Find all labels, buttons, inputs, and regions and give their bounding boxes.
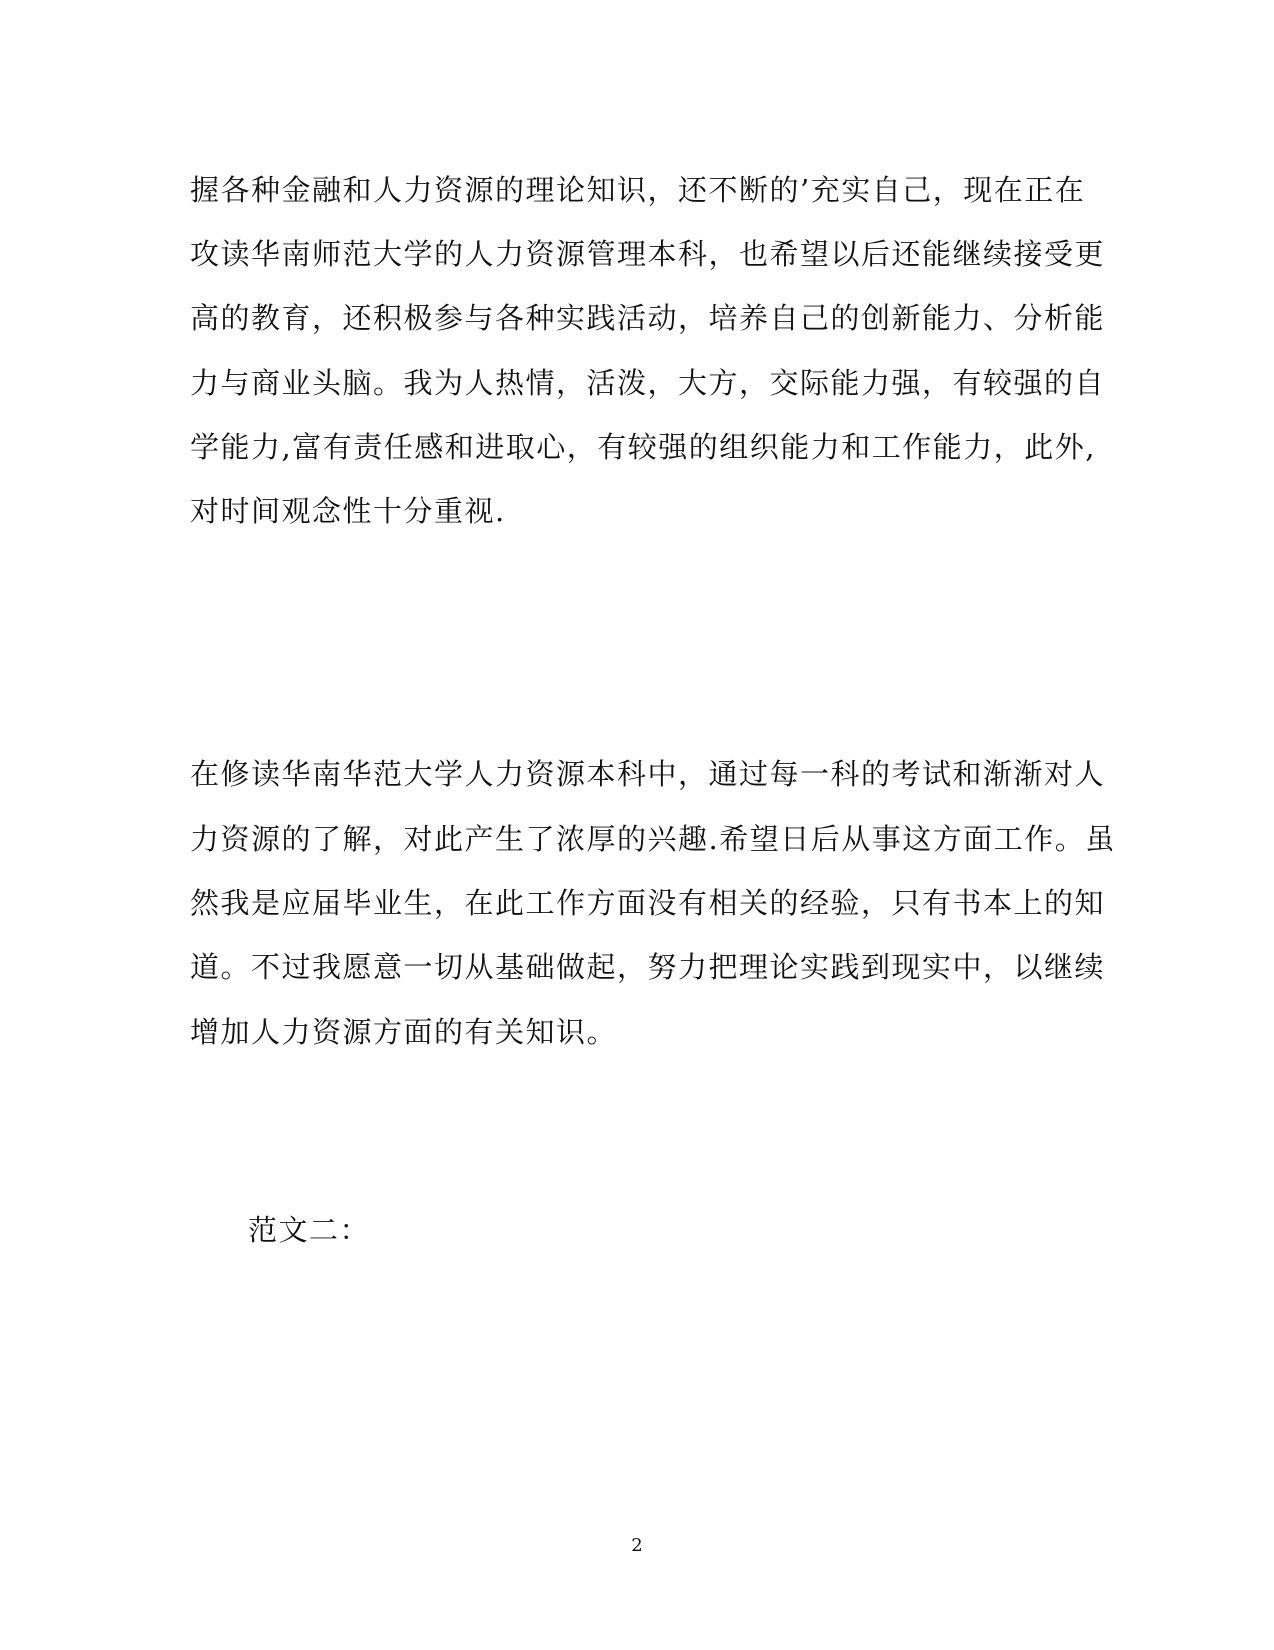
section-heading: 范文二： bbox=[248, 1213, 371, 1247]
paragraph2-line-2: 力资源的了解，对此产生了浓厚的兴趣.希望日后从事这方面工作。虽 bbox=[190, 822, 1116, 856]
paragraph2-line-1: 在修读华南华范大学人力资源本科中，通过每一科的考试和渐渐对人 bbox=[190, 757, 1106, 791]
paragraph1-line-6: 对时间观念性十分重视. bbox=[190, 494, 506, 528]
paragraph2-line-3: 然我是应届毕业生，在此工作方面没有相关的经验，只有书本上的知 bbox=[190, 886, 1106, 920]
paragraph2-line-4: 道。不过我愿意一切从基础做起，努力把理论实践到现实中，以继续 bbox=[190, 950, 1106, 984]
page-number: 2 bbox=[631, 1535, 643, 1556]
paragraph1-line-4: 力与商业头脑。我为人热情，活泼，大方，交际能力强，有较强的自 bbox=[190, 366, 1106, 400]
paragraph2-line-5: 增加人力资源方面的有关知识。 bbox=[190, 1015, 618, 1049]
paragraph1-line-3: 高的教育，还积极参与各种实践活动，培养自己的创新能力、分析能 bbox=[190, 301, 1106, 335]
paragraph1-line-2: 攻读华南师范大学的人力资源管理本科，也希望以后还能继续接受更 bbox=[190, 237, 1106, 271]
paragraph1-line-5: 学能力,富有责任感和进取心，有较强的组织能力和工作能力，此外, bbox=[190, 430, 1096, 464]
paragraph1-line-1: 握各种金融和人力资源的理论知识，还不断的’充实自己，现在正在 bbox=[190, 173, 1086, 207]
